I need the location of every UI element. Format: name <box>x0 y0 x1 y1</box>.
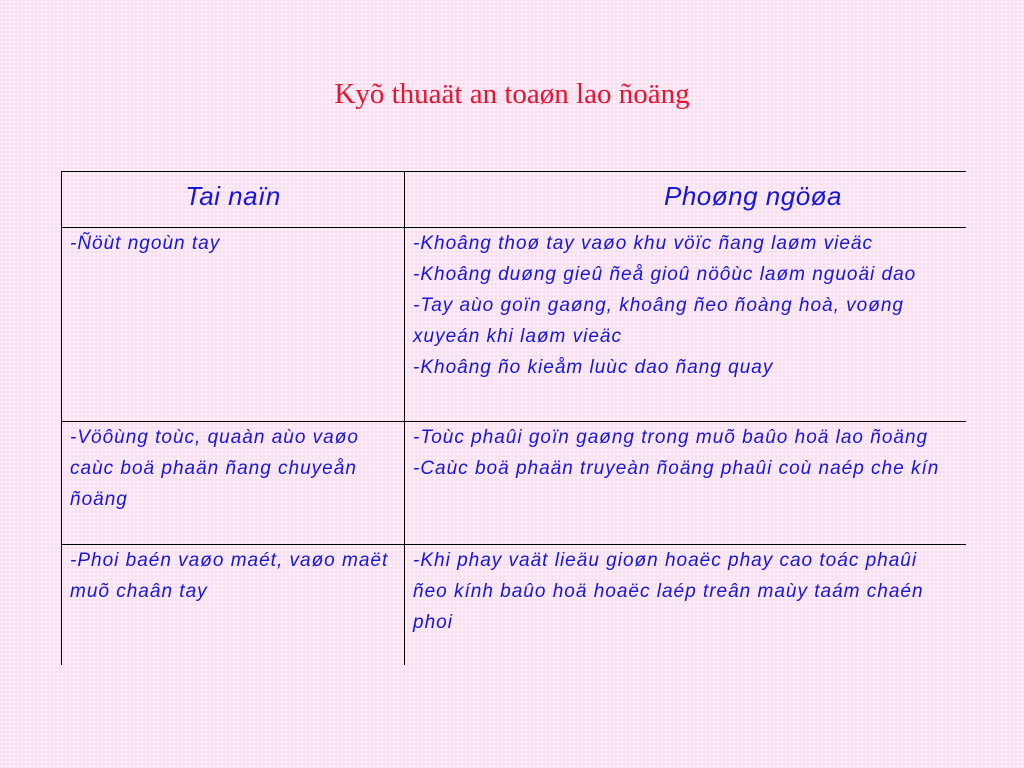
hazard-line: ñoäng <box>70 489 128 510</box>
hazard-line: caùc boä phaän ñang chuyeån <box>70 458 357 479</box>
hazard-cell <box>62 422 405 545</box>
hazard-line: -Ñöùt ngoùn tay <box>70 233 221 254</box>
slide-title: Kyõ thuaät an toaøn lao ñoäng <box>334 78 690 110</box>
hazard-line: muõ chaân tay <box>70 581 208 602</box>
prevention-line: -Khoâng duøng gieû ñeå gioû nöôùc laøm nguoäi dao <box>413 264 917 285</box>
prevention-cell <box>405 545 967 666</box>
table-header-row <box>62 172 967 228</box>
hazard-cell <box>62 228 405 422</box>
prevention-line: -Khi phay vaät lieäu gioøn hoaëc phay cao toác phaûi <box>413 550 918 571</box>
table-row <box>62 422 967 545</box>
hazard-line: -Phoi baén vaøo maét, vaøo maët <box>70 550 389 571</box>
table-row <box>62 545 967 666</box>
prevention-line: xuyeán khi laøm vieäc <box>413 326 622 347</box>
safety-table <box>61 171 966 665</box>
header-prevention: Phoøng ngöøa <box>405 172 967 228</box>
table-row <box>62 228 967 422</box>
prevention-line: ñeo kính baûo hoä hoaëc laép treân maùy taám chaén <box>413 581 924 602</box>
prevention-line: -Khoâng ño kieåm luùc dao ñang quay <box>413 357 774 378</box>
prevention-line: -Khoâng thoø tay vaøo khu vöïc ñang laøm vieäc <box>413 233 873 254</box>
hazard-line: -Vöôùng toùc, quaàn aùo vaøo <box>70 427 359 448</box>
header-accident: Tai naïn <box>62 172 405 228</box>
prevention-cell <box>405 422 967 545</box>
prevention-line: -Caùc boä phaän truyeàn ñoäng phaûi coù naép che kín <box>413 458 940 479</box>
prevention-line: -Toùc phaûi goïn gaøng trong muõ baûo hoä lao ñoäng <box>413 427 929 448</box>
prevention-cell <box>405 228 967 422</box>
safety-table-container <box>61 171 966 665</box>
prevention-line: -Tay aùo goïn gaøng, khoâng ñeo ñoàng hoà, voøng <box>413 295 904 316</box>
prevention-line: phoi <box>413 612 453 633</box>
hazard-cell <box>62 545 405 666</box>
